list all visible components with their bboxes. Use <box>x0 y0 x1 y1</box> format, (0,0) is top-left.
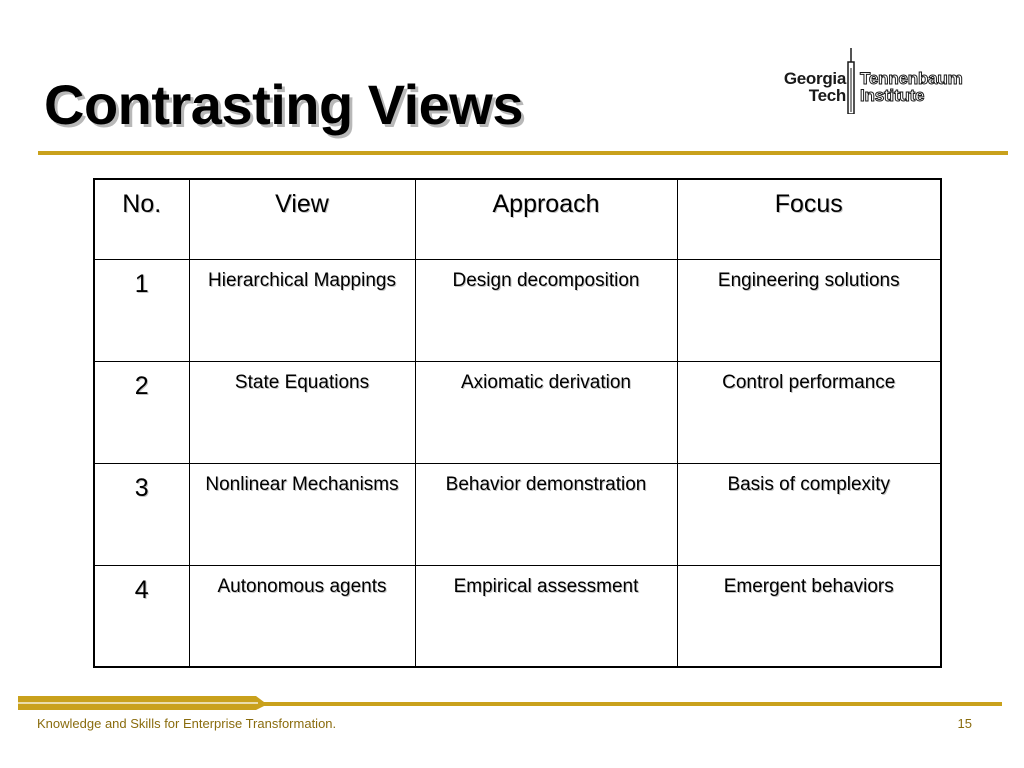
table-row <box>94 565 941 667</box>
header-approach: Approach <box>415 179 677 259</box>
cell-approach: Design decomposition <box>415 259 677 361</box>
cell-view: Hierarchical Mappings <box>189 259 415 361</box>
header-focus: Focus <box>677 179 941 259</box>
header-no: No. <box>94 179 189 259</box>
table-row <box>94 259 941 361</box>
footer-caption: Knowledge and Skills for Enterprise Transformation. <box>37 716 337 731</box>
cell-approach: Behavior demonstration <box>415 463 677 565</box>
title-divider <box>38 151 1008 155</box>
cell-no: 3 <box>94 463 189 565</box>
cell-approach: Axiomatic derivation <box>415 361 677 463</box>
cell-view: Autonomous agents <box>189 565 415 667</box>
table-row <box>94 361 941 463</box>
cell-focus: Emergent behaviors <box>677 565 941 667</box>
logo-tennenbaum-institute-text <box>860 70 963 104</box>
page-number: 15 <box>957 716 972 731</box>
cell-view: Nonlinear Mechanisms <box>189 463 415 565</box>
cell-no: 4 <box>94 565 189 667</box>
logo-tennenbaum-word: Tennenbaum <box>860 69 963 88</box>
cell-focus: Control performance <box>677 361 941 463</box>
cell-approach: Empirical assessment <box>415 565 677 667</box>
cell-focus: Basis of complexity <box>677 463 941 565</box>
cell-no: 2 <box>94 361 189 463</box>
footer-divider <box>18 696 1002 712</box>
contrasting-views-table <box>93 178 942 668</box>
logo-institute-word: Institute <box>860 86 925 105</box>
logo-tech-word: Tech <box>808 86 846 105</box>
tech-tower-icon <box>844 48 858 114</box>
georgia-tech-tennenbaum-logo <box>756 48 992 114</box>
table-row <box>94 463 941 565</box>
cell-view: State Equations <box>189 361 415 463</box>
slide-title: Contrasting Views <box>44 73 524 136</box>
table-header-row <box>94 179 941 259</box>
logo-georgia-word: Georgia <box>783 69 846 88</box>
cell-no: 1 <box>94 259 189 361</box>
header-view: View <box>189 179 415 259</box>
cell-focus: Engineering solutions <box>677 259 941 361</box>
logo-georgia-tech-text <box>784 70 846 104</box>
